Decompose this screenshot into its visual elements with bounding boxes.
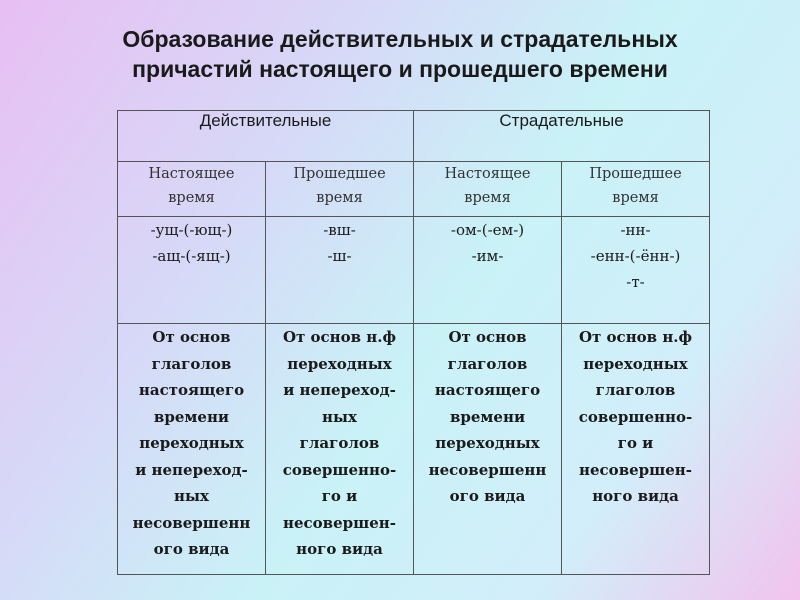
desc-line: и непереход- bbox=[135, 460, 248, 479]
desc-line: переходных bbox=[287, 354, 392, 373]
desc-cell-active-past bbox=[266, 324, 414, 575]
subheader-active-present bbox=[118, 162, 266, 217]
subheader-passive-present bbox=[414, 162, 562, 217]
suffix-cell-active-past bbox=[266, 217, 414, 324]
header-active: Действительные bbox=[118, 111, 414, 162]
suffix-line: -ущ-(-ющ-) bbox=[150, 221, 233, 239]
subheader-line: Настоящее bbox=[148, 166, 235, 182]
desc-line: несовершенн bbox=[428, 460, 547, 479]
header-passive: Страдательные bbox=[414, 111, 710, 162]
desc-line: глаголов bbox=[299, 434, 380, 452]
desc-cell-passive-present bbox=[414, 324, 562, 575]
desc-line: От основ bbox=[152, 328, 231, 346]
suffix-line: -ом-(-ем-) bbox=[450, 221, 525, 239]
subheader-active-past bbox=[266, 162, 414, 217]
desc-line: несовершен- bbox=[283, 513, 396, 532]
desc-line: несовершенн bbox=[132, 513, 251, 532]
desc-line: несовершен- bbox=[579, 460, 693, 479]
title-line-2: причастий настоящего и прошедшего времени bbox=[132, 56, 668, 82]
desc-line: ного вида bbox=[592, 487, 679, 505]
desc-line: переходных bbox=[583, 354, 688, 373]
subheader-line: Прошедшее bbox=[589, 166, 682, 182]
subheader-line: время bbox=[316, 190, 363, 206]
suffix-cell-passive-present bbox=[414, 217, 562, 324]
suffix-cell-active-present bbox=[118, 217, 266, 324]
suffix-line: -енн-(-ённ-) bbox=[590, 247, 681, 265]
subheader-row bbox=[118, 162, 710, 217]
desc-line: От основ н.ф bbox=[282, 328, 397, 346]
desc-line: ого вида bbox=[153, 540, 230, 558]
desc-cell-active-present bbox=[118, 324, 266, 575]
suffix-cell-passive-past bbox=[562, 217, 710, 324]
suffix-line: -ащ-(-ящ-) bbox=[152, 247, 231, 265]
desc-line: От основ н.ф bbox=[578, 328, 693, 346]
subheader-line: время bbox=[168, 190, 215, 206]
desc-line: глаголов bbox=[447, 354, 528, 373]
desc-line: настоящего bbox=[138, 381, 245, 399]
subheader-line: Настоящее bbox=[444, 166, 531, 182]
subheader-line: Прошедшее bbox=[293, 166, 386, 182]
desc-line: От основ bbox=[448, 328, 527, 346]
desc-line: и непереход- bbox=[283, 381, 396, 399]
suffix-line: -нн- bbox=[620, 221, 651, 239]
subheader-passive-past bbox=[562, 162, 710, 217]
header-row bbox=[118, 111, 710, 162]
desc-line: го и bbox=[617, 434, 654, 452]
subheader-line: время bbox=[612, 190, 659, 206]
participles-table bbox=[117, 110, 710, 575]
desc-line: переходных bbox=[435, 434, 540, 452]
desc-line: переходных bbox=[139, 434, 244, 452]
desc-line: ного вида bbox=[296, 540, 383, 558]
desc-line: времени bbox=[153, 407, 230, 426]
desc-line: ных bbox=[322, 407, 357, 426]
description-row bbox=[118, 324, 710, 575]
desc-line: совершенно- bbox=[578, 407, 693, 426]
desc-line: го и bbox=[321, 487, 358, 505]
suffix-line: -т- bbox=[626, 273, 645, 291]
desc-line: времени bbox=[449, 407, 526, 426]
desc-cell-passive-past bbox=[562, 324, 710, 575]
suffix-line: -вш- bbox=[323, 221, 356, 239]
desc-line: глаголов bbox=[595, 381, 676, 399]
desc-line: настоящего bbox=[434, 381, 541, 399]
subheader-line: время bbox=[464, 190, 511, 206]
page-title bbox=[0, 24, 800, 84]
desc-line: ого вида bbox=[449, 487, 526, 505]
title-line-1: Образование действительных и страдательных bbox=[122, 26, 678, 52]
desc-line: глаголов bbox=[151, 354, 232, 373]
suffix-row bbox=[118, 217, 710, 324]
suffix-line: -ш- bbox=[327, 247, 352, 265]
desc-line: совершенно- bbox=[282, 460, 397, 479]
desc-line: ных bbox=[174, 487, 209, 505]
suffix-line: -им- bbox=[471, 247, 504, 265]
